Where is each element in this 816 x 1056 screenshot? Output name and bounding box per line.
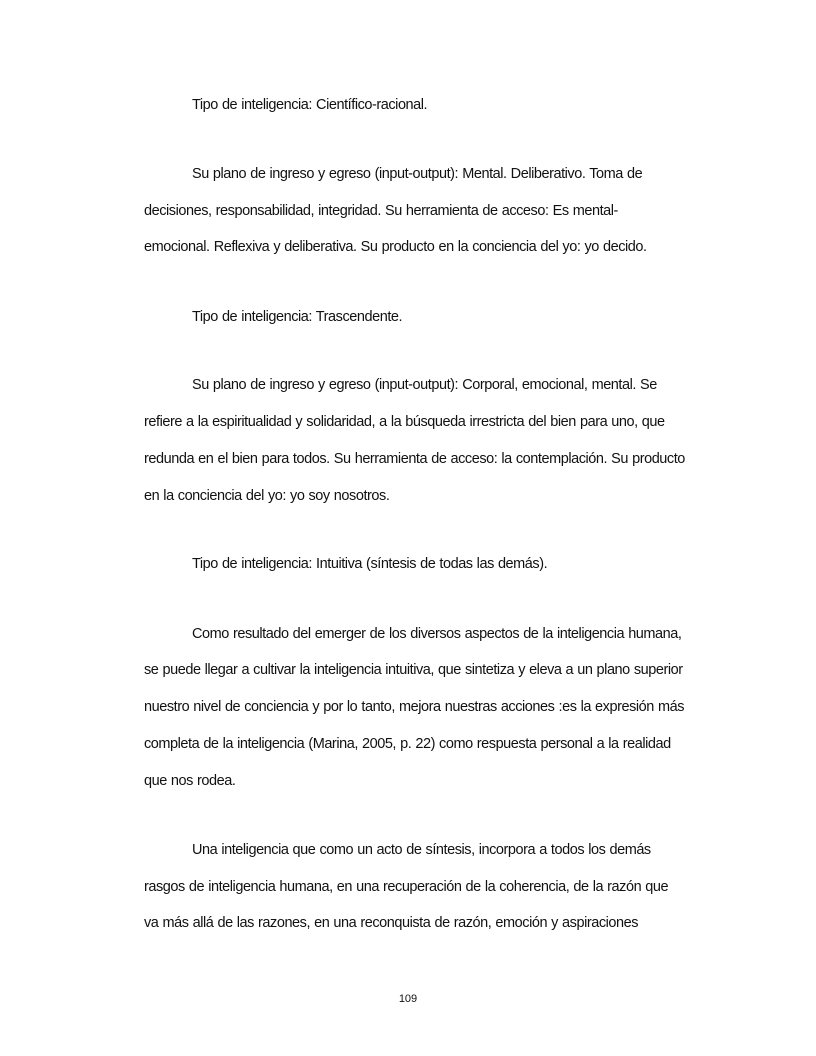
heading-cientifico-racional: Tipo de inteligencia: Científico-racional.	[192, 97, 428, 113]
heading-trascendente: Tipo de inteligencia: Trascendente.	[192, 309, 403, 325]
paragraph-line: redunda en el bien para todos. Su herramienta de acceso: la contemplación. Su producto	[144, 451, 685, 467]
paragraph-line: que nos rodea.	[144, 773, 236, 789]
paragraph-line: Su plano de ingreso y egreso (input-output): Mental. Deliberativo. Toma de	[192, 166, 643, 182]
page-number: 109	[398, 993, 418, 1005]
heading-intuitiva: Tipo de inteligencia: Intuitiva (síntesis de todas las demás).	[192, 556, 548, 572]
paragraph-line: Su plano de ingreso y egreso (input-output): Corporal, emocional, mental. Se	[192, 377, 657, 393]
paragraph-line: en la conciencia del yo: yo soy nosotros.	[144, 488, 390, 504]
paragraph-line: se puede llegar a cultivar la inteligencia intuitiva, que sintetiza y eleva a un plano superior	[144, 662, 683, 678]
paragraph-line: rasgos de inteligencia humana, en una recuperación de la coherencia, de la razón que	[144, 879, 669, 895]
paragraph-line: refiere a la espiritualidad y solidaridad, a la búsqueda irrestricta del bien para uno, que	[144, 414, 665, 430]
paragraph-line: completa de la inteligencia (Marina, 2005, p. 22) como respuesta personal a la realidad	[144, 736, 671, 752]
paragraph-line: nuestro nivel de conciencia y por lo tanto, mejora nuestras acciones :es la expresión más	[144, 699, 685, 715]
paragraph-line: Una inteligencia que como un acto de síntesis, incorpora a todos los demás	[192, 842, 651, 858]
paragraph-line: emocional. Reflexiva y deliberativa. Su producto en la conciencia del yo: yo decido.	[144, 239, 647, 255]
paragraph-line: decisiones, responsabilidad, integridad. Su herramienta de acceso: Es mental-	[144, 203, 618, 219]
paragraph-line: Como resultado del emerger de los diversos aspectos de la inteligencia humana,	[192, 626, 682, 642]
paragraph-line: va más allá de las razones, en una reconquista de razón, emoción y aspiraciones	[144, 915, 639, 931]
